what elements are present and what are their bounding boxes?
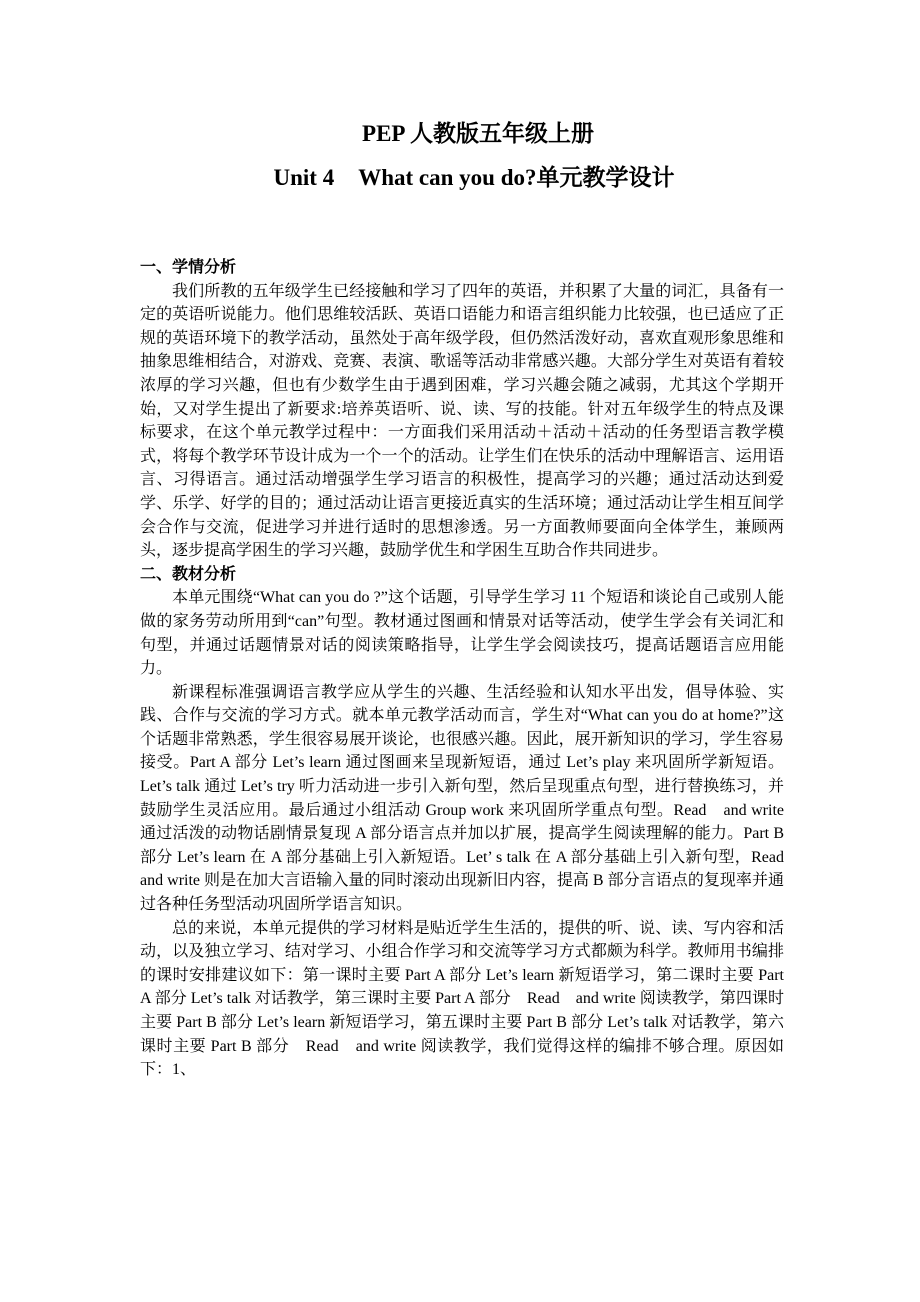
paragraph: 总的来说，本单元提供的学习材料是贴近学生生活的，提供的听、说、读、写内容和活动，以及独立学习、结对学习、小组合作学习和交流等学习方式都颇为科学。教师用书编排的课时安排建议如下：第一课时主要 Part A 部分 Let’s learn 新短语学习，第二课时主要 Part A 部分 Let’s talk 对话教学，第三课时主要 Part A 部分 Read and write 阅读教学，第四课时主要 Part B 部分 Let’s learn 新短语学习，第五课时主要 Part B 部分 Let’s talk 对话教学，第六课时主要 Part B 部分 Read and write 阅读教学，我们觉得这样的编排不够合理。原因如下：1、 (140, 919, 784, 1079)
document-title: PEP 人教版五年级上册 (362, 121, 594, 146)
section-heading-learner-analysis: 一、学情分析 (140, 259, 237, 276)
paragraph: 我们所教的五年级学生已经接触和学习了四年的英语，并积累了大量的词汇，具备有一定的英语听说能力。他们思维较活跃、英语口语能力和语言组织能力比较强，也已适应了正规的英语环境下的教学活动，虽然处于高年级学段，但仍然活泼好动，喜欢直观形象思维和抽象思维相结合，对游戏、竞赛、表演、歌谣等活动非常感兴趣。大部分学生对英语有着较浓厚的学习兴趣，但也有少数学生由于遇到困难，学习兴趣会随之减弱，尤其这个学期开始，又对学生提出了新要求:培养英语听、说、读、写的技能。针对五年级学生的特点及课标要求，在这个单元教学过程中：一方面我们采用活动＋活动＋活动的任务型语言教学模式，将每个教学环节设计成为一个一个的活动。让学生们在快乐的活动中理解语言、运用语言、习得语言。通过活动增强学生学习语言的积极性，提高学习的兴趣；通过活动达到爱学、乐学、好学的目的；通过活动让语言更接近真实的生活环境；通过活动让学生相互间学会合作与交流，促进学习并进行适时的思想渗透。另一方面教师要面向全体学生，兼顾两头，逐步提高学困生的学习兴趣，鼓励学优生和学困生互助合作共同进步。 (140, 282, 784, 560)
paragraph: 本单元围绕“What can you do ?”这个话题，引导学生学习 11 个短语和谈论自己或别人能做的家务劳动所用到“can”句型。教材通过图画和情景对话等活动，使学生学会有关词汇和句型，并通过话题情景对话的阅读策略指导，让学生学会阅读技巧，提高话题语言应用能力。 (140, 589, 784, 678)
document-page (140, 112, 801, 1082)
section-heading-textbook-analysis: 二、教材分析 (140, 565, 237, 583)
unit-number: Unit 4 (273, 165, 335, 190)
unit-title: What can you do?单元教学设计 (358, 165, 675, 190)
paragraph: 新课程标准强调语言教学应从学生的兴趣、生活经验和认知水平出发，倡导体验、实践、合作与交流的学习方式。就本单元教学活动而言，学生对“What can you do at home?”这个话题非常熟悉，学生很容易展开谈论，也很感兴趣。因此，展开新知识的学习，学生容易接受。Part A 部分 Let’s learn 通过图画来呈现新短语，通过 Let’s play 来巩固所学新短语。Let’s talk 通过 Let’s try 听力活动进一步引入新句型，然后呈现重点句型，进行替换练习，并鼓励学生灵活应用。最后通过小组活动 Group work 来巩固所学重点句型。Read and write 通过活泼的动物话剧情景复现 A 部分语言点并加以扩展，提高学生阅读理解的能力。Part B 部分 Let’s learn 在 A 部分基础上引入新短语。Let’ s talk 在 A 部分基础上引入新句型，Read and write 则是在加大言语输入量的同时滚动出现新旧内容，提高 B 部分言语点的复现率并通过各种任务型活动巩固所学语言知识。 (140, 683, 801, 914)
title-spacer (140, 200, 784, 256)
document-subtitle (164, 156, 784, 200)
